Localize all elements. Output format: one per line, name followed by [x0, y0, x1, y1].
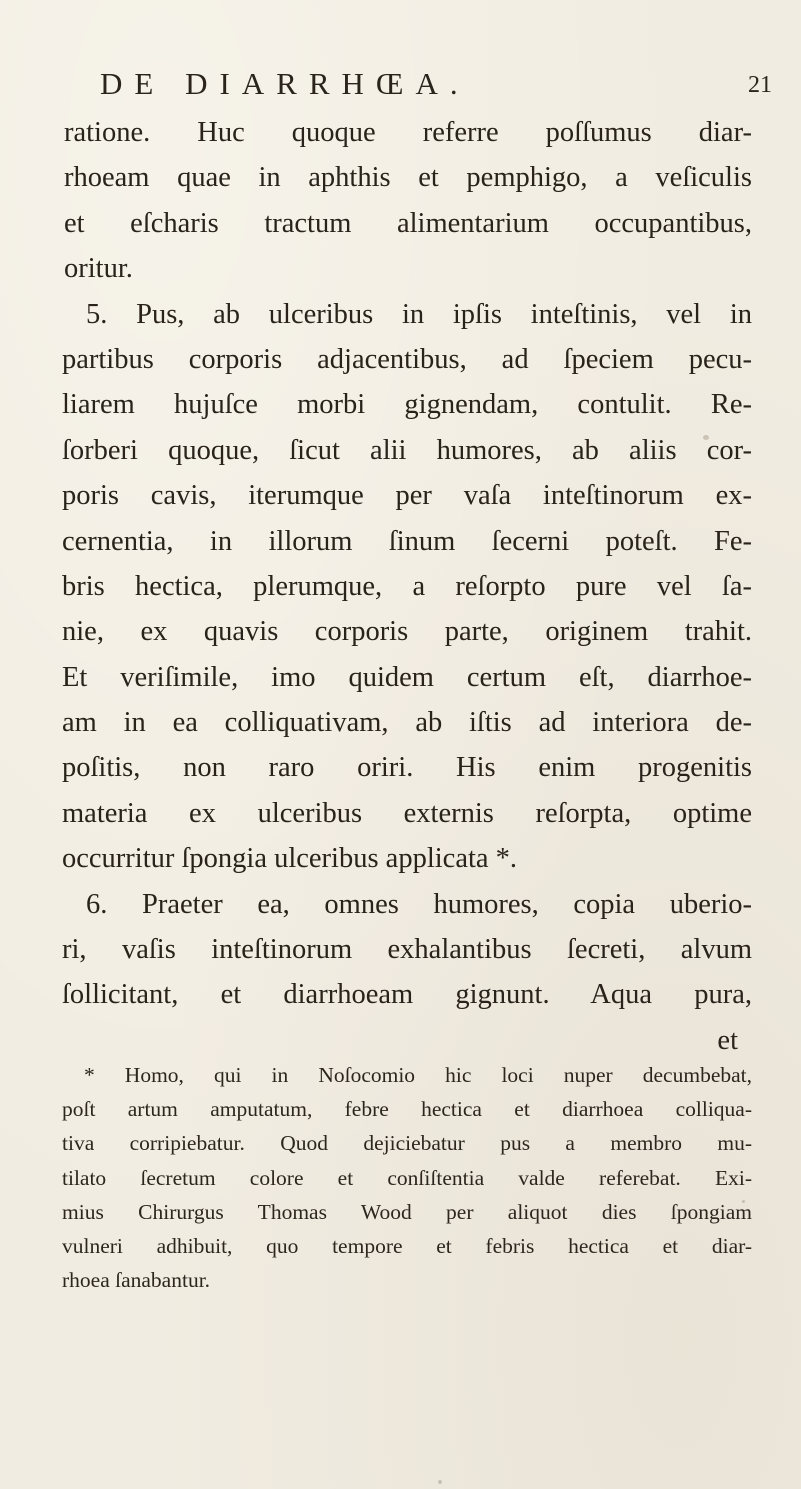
text-line: 6. Praeter ea, omnes humores, copia uberio-: [86, 888, 752, 920]
paper-speck: [742, 1200, 745, 1203]
text-line: rhoeam quae in aphthis et pemphigo, a veſiculis: [64, 162, 752, 194]
text-line: occurritur ſpongia ulceribus applicata *.: [62, 843, 518, 875]
paper-speck: [438, 1480, 442, 1484]
footnote-line: tilato ſecretum colore et conſiſtentia valde referebat. Exi-: [62, 1165, 752, 1190]
text-line: 5. Pus, ab ulceribus in ipſis inteſtinis, vel in: [86, 298, 752, 330]
text-line: liarem hujuſce morbi gignendam, contulit. Re-: [62, 389, 752, 421]
text-line: materia ex ulceribus externis reſorpta, optime: [62, 797, 752, 829]
footnote-line: poſt artum amputatum, febre hectica et diarrhoea colliqua-: [62, 1097, 752, 1122]
paper-speck: [703, 435, 709, 440]
catchword: et: [717, 1024, 738, 1056]
footnote-line: vulneri adhibuit, quo tempore et febris hectica et diar-: [62, 1233, 752, 1258]
text-line: nie, ex quavis corporis parte, originem trahit.: [62, 616, 752, 648]
running-title: DE DIARRHŒA.: [100, 66, 470, 101]
text-line: ri, vaſis inteſtinorum exhalantibus ſecreti, alvum: [62, 934, 752, 966]
footnote: [62, 1058, 752, 1297]
text-line: cernentia, in illorum ſinum ſecerni poteſt. Fe-: [62, 525, 752, 557]
text-line: ſollicitant, et diarrhoeam gignunt. Aqua pura,: [62, 979, 752, 1011]
text-line: bris hectica, plerumque, a reſorpto pure vel ſa-: [62, 570, 752, 602]
page-number: 21: [748, 72, 772, 98]
text-line: et eſcharis tractum alimentarium occupantibus,: [64, 207, 752, 239]
footnote-line: mius Chirurgus Thomas Wood per aliquot dies ſpongiam: [62, 1199, 752, 1224]
text-line: am in ea colliquativam, ab iſtis ad interiora de-: [62, 707, 752, 739]
text-line: poris cavis, iterumque per vaſa inteſtinorum ex-: [62, 480, 752, 512]
text-line: poſitis, non raro oriri. His enim progenitis: [62, 752, 752, 784]
text-line: Et veriſimile, imo quidem certum eſt, diarrhoe-: [62, 661, 752, 693]
main-text: [62, 110, 752, 1063]
text-line: partibus corporis adjacentibus, ad ſpeciem pecu-: [62, 343, 752, 375]
text-line: oritur.: [64, 253, 133, 285]
text-line: ſorberi quoque, ſicut alii humores, ab aliis cor-: [62, 434, 752, 466]
footnote-line: tiva corripiebatur. Quod dejiciebatur pus a membro mu-: [62, 1131, 752, 1156]
page-header: [100, 66, 772, 106]
text-line: ratione. Huc quoque referre poſſumus diar-: [64, 117, 752, 148]
footnote-line: rhoea ſanabantur.: [62, 1268, 211, 1293]
footnote-line: * Homo, qui in Noſocomio hic loci nuper decumbebat,: [84, 1063, 752, 1087]
